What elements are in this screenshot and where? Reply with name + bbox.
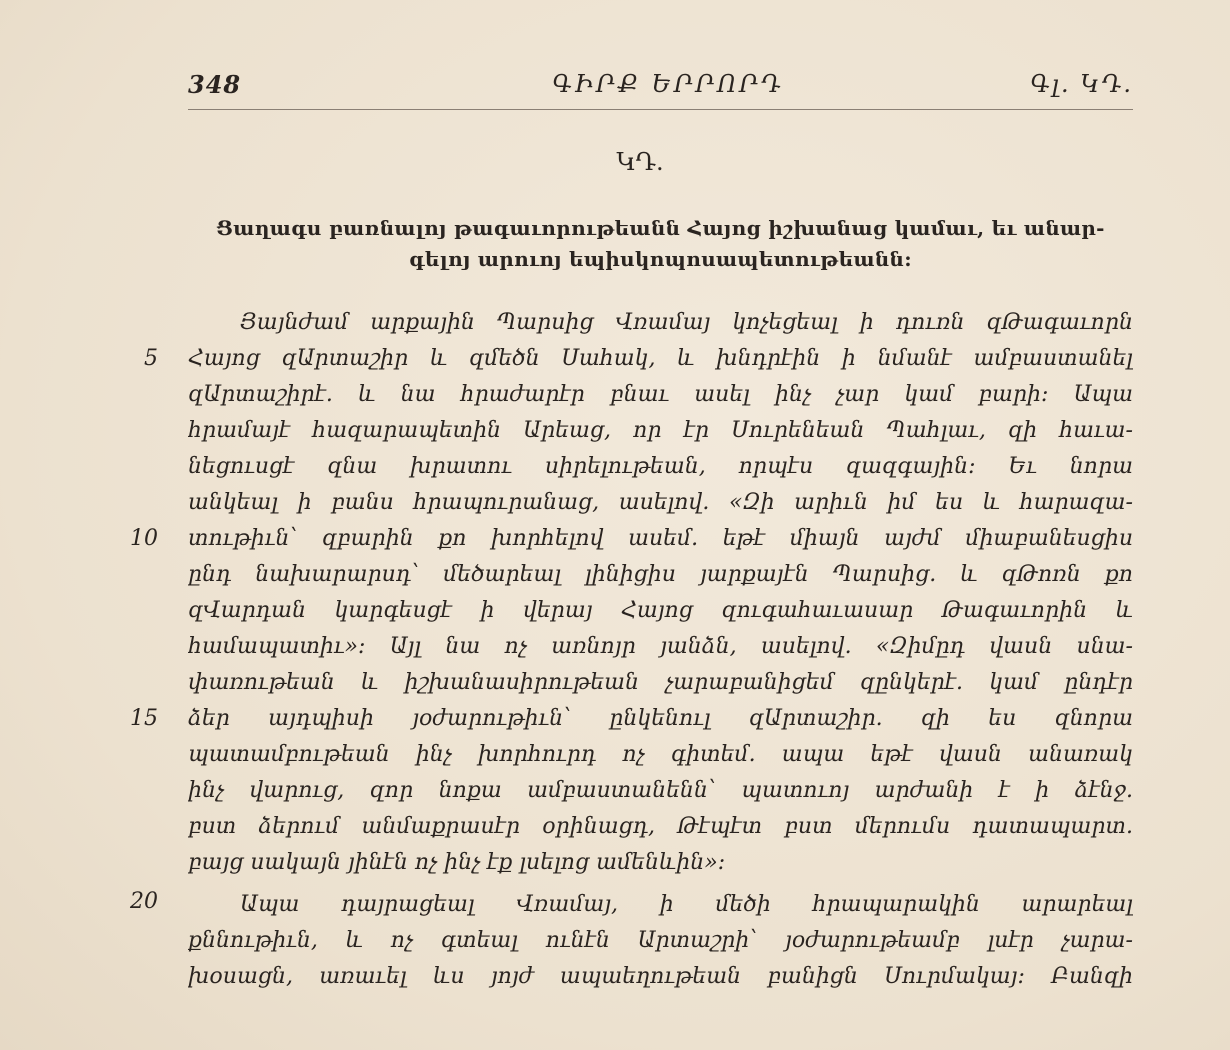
text-line: բայց սակայն յինէն ոչ ինչ էք լսելոց ամենևին»: [188, 850, 726, 875]
line-number: 15 [130, 706, 158, 731]
chapter-number: ԿԴ. [616, 148, 664, 176]
text-line: ձեր այդպիսի յօժարութիւն՝ ընկենուլ զԱրտաշիր. զի ես զնորա [188, 706, 1133, 731]
text-line: ընդ նախարարսդ՝ մեծարեալ լինիցիս յարքայէն Պարսից. և զԹոռն քո [188, 562, 1133, 587]
text-line: պատամբութեան ինչ խորհուրդ ոչ գիտեմ. ապա եթէ վասն անառակ [188, 742, 1133, 767]
chapter-summary [188, 213, 1133, 275]
line-number: 20 [130, 889, 158, 914]
running-header [188, 70, 1133, 104]
header-rule [188, 109, 1133, 110]
text-line: զՎարդան կարգեսցէ ի վերայ Հայոց զուգահաւասար Թագաւորին և [188, 598, 1133, 623]
text-line: խօսացն, առաւել ևս յոյժ ապաեղութեան բանիցն Սուրմակայ: Բանզի [188, 964, 1133, 989]
chapter-reference: Գլ. ԿԴ. [1030, 70, 1133, 98]
running-title: ԳԻՐՔ ԵՐՐՈՐԴ [552, 70, 784, 98]
text-line: նեցուսցէ զնա խրատու սիրելութեան, որպէս զազգային: Եւ նորա [188, 454, 1133, 479]
text-line: անկեալ ի բանս հրապուրանաց, ասելով. «Զի արիւն իմ ես և հարազա- [188, 490, 1133, 515]
text-line: տութիւն՝ զբարին քո խորհելով ասեմ. եթէ միայն այժմ միաբանեսցիս [188, 526, 1133, 551]
text-line: բստ ձերում անմաքրասէր օրինացդ, Թէպէտ բստ մերումս դատապարտ. [188, 814, 1133, 839]
text-line: Յայնժամ արքային Պարսից Վռամայ կոչեցեալ ի դուռն զԹագաւորն [240, 310, 1133, 335]
text-line: ինչ վարուց, զոր նոքա ամբաստանենն՝ պատուոյ արժանի է ի ձէնջ. [188, 778, 1133, 803]
text-line: հրամայէ հազարապետին Արեաց, որ էր Սուրենեան Պահլաւ, զի հաւա- [188, 418, 1133, 443]
text-line: փառութեան և իշխանասիրութեան չարաբանիցեմ զընկերէ. կամ ընդէր [188, 670, 1133, 695]
text-line: քննութիւն, և ոչ գտեալ ունէն Արտաշրի՝ յօժարութեամբ լսէր չարա- [188, 928, 1133, 953]
summary-line: Ցաղագս բառնալոյ թագաւորութեանն Հայոց իշխանաց կամաւ, եւ անար- [216, 216, 1105, 240]
summary-line: գելոյ արուոյ եպիսկոպոսապետութեանն: [409, 247, 912, 271]
text-line: զԱրտաշիրէ. և նա հրաժարէր բնաւ ասել ինչ չար կամ բարի: Ապա [188, 382, 1133, 407]
page-number: 348 [188, 70, 242, 99]
text-line: Հայոց զԱրտաշիր և զմեծն Սահակ, և խնդրէին ի նմանէ ամբաստանել [188, 346, 1133, 371]
line-number: 10 [130, 526, 158, 551]
text-line: համապատիւ»: Այլ նա ոչ առնոյր յանձն, ասելով. «Զիմըդ վասն սնա- [188, 634, 1133, 659]
text-line: Ապա դայրացեալ Վռամայ, ի մեծի հրապարակին արարեալ [240, 892, 1133, 917]
line-number: 5 [144, 346, 158, 371]
